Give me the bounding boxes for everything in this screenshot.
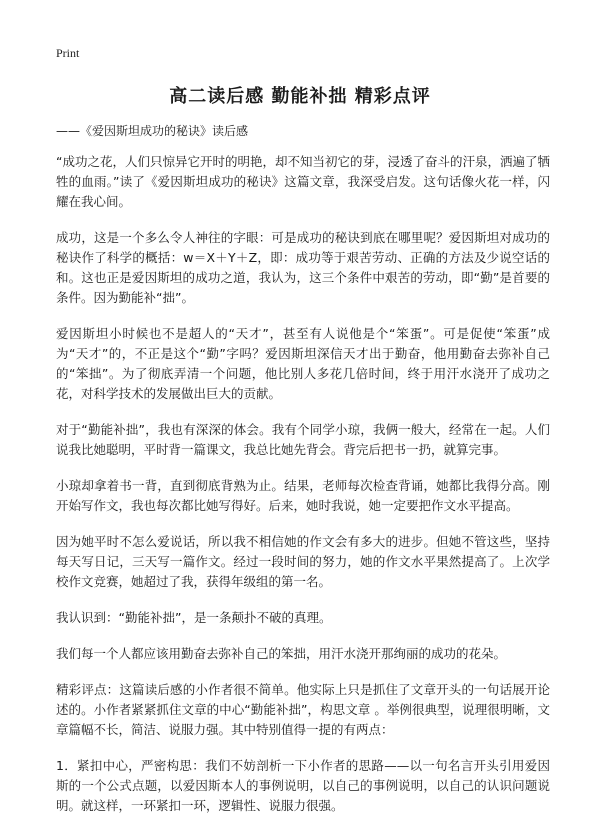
article-body: [56, 152, 550, 832]
paragraph-point-one: 1．紧扣中心，严密构思：我们不妨剖析一下小作者的思路——以一句名言开头引用爱因斯的一个公式点题，以爱因斯本人的事例说明，以自己的事例说明，以自己的认识问题说明。就这样，一环紧扣一环，逻辑性、说服力很强。: [56, 758, 550, 813]
paragraph-call-to-action: 我们每一个人都应该用勤奋去弥补自己的笨拙，用汗水浇开那绚丽的成功的花朵。: [56, 646, 507, 661]
paragraph-einstein-childhood: 爱因斯坦小时候也不是超人的“天才”，甚至有人说他是个“笨蛋”。可是促使“笨蛋”成为“天才”的，不正是这个“勤”字吗？爱因斯坦深信天才出于勤奋，他用勤奋去弥补自己的“笨拙”。为了彻底弄清一个问题，他比别人多花几倍时间，终于用汗水浇开了成功之花，对科学技术的发展做出巨大的贡献。: [56, 326, 550, 401]
paragraph-formula: 成功，这是一个多么令人神往的字眼：可是成功的秘诀到底在哪里呢？爱因斯坦对成功的秘诀作了科学的概括：w＝X＋Y＋Z，即：成功等于艰苦劳动、正确的方法及少说空话的和。这也正是爱因斯坦的成功之道，我认为，这三个条件中艰苦的劳动，即“勤”是首要的条件。因为勤能补“拙”。: [56, 230, 550, 305]
paragraph-progress: 因为她平时不怎么爱说话，所以我不相信她的作文会有多大的进步。但她不管这些，坚持每天写日记，三天写一篇作文。经过一段时间的努力，她的作文水平果然提高了。上次学校作文竞赛，她超过了我，获得年级组的第一名。: [56, 534, 550, 589]
page-title: 高二读后感 勤能补拙 精彩点评: [169, 86, 431, 107]
print-label: Print: [56, 46, 80, 60]
paragraph-personal-experience: 对于“勤能补拙”，我也有深深的体会。我有个同学小琼，我俩一般大，经常在一起。人们说我比她聪明，平时背一篇课文，我总比她先背会。背完后把书一扔，就算完事。: [56, 422, 550, 457]
paragraph-conclusion: 我认识到：“勤能补拙”，是一条颠扑不破的真理。: [56, 610, 332, 625]
paragraph-commentary: 精彩评点：这篇读后感的小作者很不简单。他实际上只是抓住了文章开头的一句话展开论述的。小作者紧紧抓住文章的中心“勤能补拙”，构思文章 。举例很典型，说理很明晰，文章篇幅不长，简洁、说服力强。其中特别值得一提的有两点：: [56, 682, 550, 737]
paragraph-quote: “成功之花，人们只惊异它开时的明艳，却不知当初它的芽，浸透了奋斗的汗泉，洒遍了牺牲的血雨。”读了《爱因斯坦成功的秘诀》这篇文章，我深受启发。这句话像火花一样，闪耀在我心间。: [56, 154, 550, 209]
paragraph-xiaoqiong: 小琼却拿着书一背，直到彻底背熟为止。结果，老师每次检查背诵，她都比我得分高。刚开始写作文，我也每次都比她写得好。后来，她时我说，她一定要把作文水平提高。: [56, 478, 550, 513]
subtitle: ——《爱因斯坦成功的秘诀》读后感: [56, 124, 249, 138]
